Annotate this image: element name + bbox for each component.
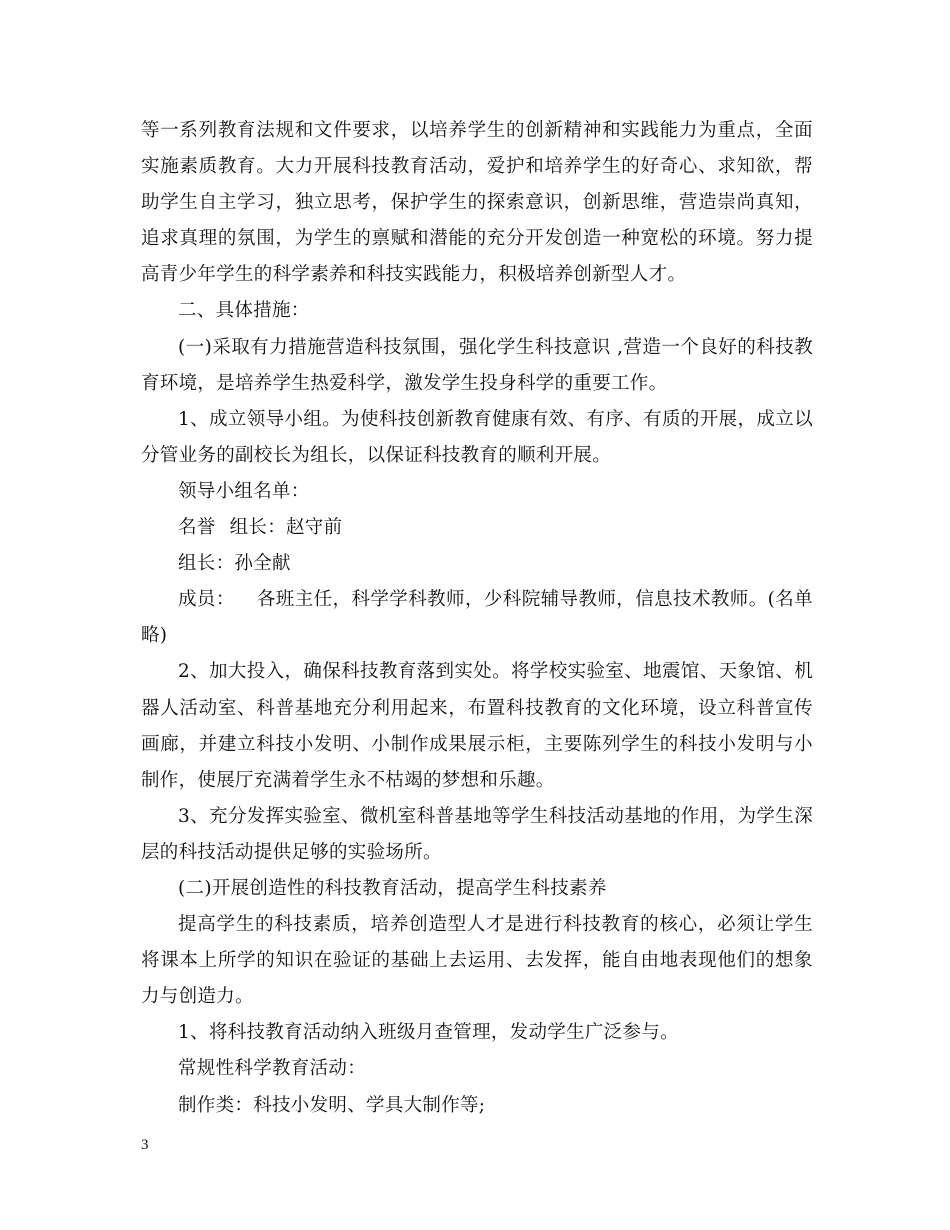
body-text xyxy=(141,113,813,1124)
members-text: 各班主任，科学学科教师，少科院辅导教师，信息技术教师。(名单略) xyxy=(141,589,813,647)
paragraph-investment: 2、加大投入，确保科技教育落到实处。将学校实验室、地震馆、天象馆、机器人活动室、科普基地充分利用起来，布置科技教育的文化环境，设立科普宣传画廊，并建立科技小发明、小制作成果展示柜，主要陈列学生的科技小发明与小制作，使展厅充满着学生永不枯竭的梦想和乐趣。 xyxy=(141,661,813,791)
paragraph-group-leader: 组长：孙全献 xyxy=(178,553,291,575)
paragraph-labs: 3、充分发挥实验室、微机室科普基地等学生科技活动基地的作用，为学生深层的科技活动提供足够的实验场所。 xyxy=(141,805,813,863)
honorary-label: 名誉 xyxy=(178,517,216,539)
paragraph-members xyxy=(141,582,813,654)
paragraph-core-quality: 提高学生的科技素质，培养创造型人才是进行科技教育的核心，必须让学生将课本上所学的知识在验证的基础上去运用、去发挥，能自由地表现他们的想象力与创造力。 xyxy=(141,914,813,1008)
page-number: 3 xyxy=(141,1137,149,1153)
honorary-leader-text: 组长：赵守前 xyxy=(229,517,343,539)
paragraph-honorary-leader xyxy=(141,510,813,546)
paragraph-monthly-management: 1、将科技教育活动纳入班级月查管理，发动学生广泛参与。 xyxy=(178,1022,679,1044)
paragraph-production-category: 制作类：科技小发明、学具大制作等; xyxy=(178,1094,486,1116)
paragraph-leadership-list-title: 领导小组名单： xyxy=(178,480,310,502)
heading-section-two: (二)开展创造性的科技教育活动，提高学生科技素养 xyxy=(178,877,607,899)
heading-specific-measures: 二、具体措施： xyxy=(178,300,310,322)
members-label: 成员： xyxy=(178,589,235,611)
paragraph-section-one: (一)采取有力措施营造科技氛围，强化学生科技意识 ,营造一个良好的科技教育环境，是培养学生热爱科学，激发学生投身科学的重要工作。 xyxy=(141,336,813,394)
paragraph-objective-continued: 等一系列教育法规和文件要求，以培养学生的创新精神和实践能力为重点，全面实施素质教育。大力开展科技教育活动，爱护和培养学生的好奇心、求知欲，帮助学生自主学习，独立思考，保护学生的探索意识，创新思维，营造崇尚真知，追求真理的氛围，为学生的禀赋和潜能的充分开发创造一种宽松的环境。努力提高青少年学生的科学素养和科技实践能力，积极培养创新型人才。 xyxy=(141,120,813,286)
paragraph-regular-activities: 常规性科学教育活动： xyxy=(178,1058,367,1080)
paragraph-leadership-group: 1、成立领导小组。为使科技创新教育健康有效、有序、有质的开展，成立以分管业务的副校长为组长，以保证科技教育的顺利开展。 xyxy=(141,408,813,466)
